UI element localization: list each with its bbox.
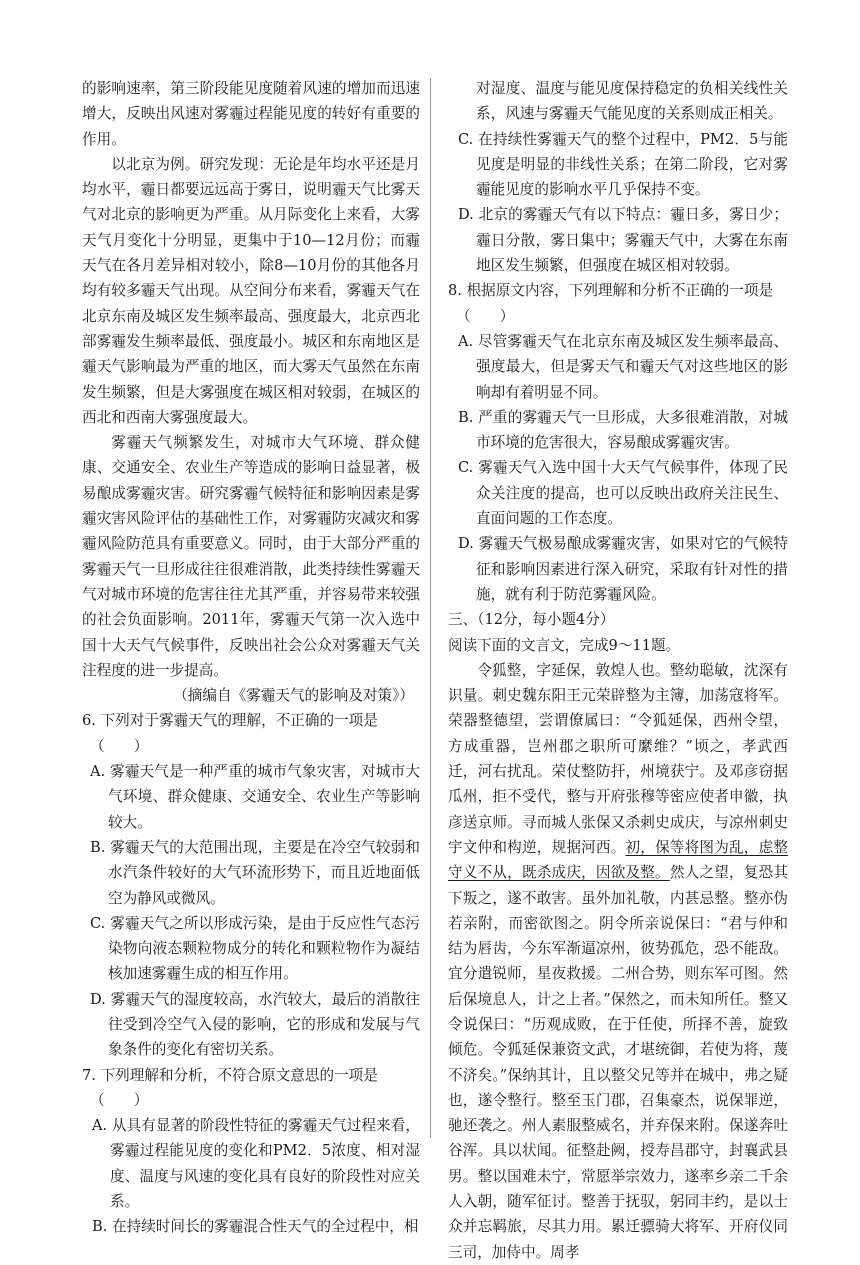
question-8 [448,278,788,607]
question-7-option-b-end: 对湿度、温度与能见度保持稳定的负相关线性关系，风速与雾霾天气能见度的关系则成正相关。 [476,80,788,123]
question-8-option-c: C. 雾霾天气入选中国十大天气气候事件，体现了民众关注度的提高，也可以反映出政府关注民生、直面问题的工作态度。 [458,459,788,528]
column-divider [430,78,431,1138]
question-6-answer-blank: （ ） [90,737,149,755]
question-8-option-b: B. 严重的雾霾天气一旦形成，大多很难消散，对城市环境的危害很大，容易酿成雾霾灾害。 [458,408,788,452]
question-7-option-d: D. 北京的雾霾天气有以下特点：霾日多，雾日少；霾日分散，雾日集中；雾霾天气中，大雾在东南地区发生频繁，但强度在城区相对较弱。 [458,206,788,275]
source-attribution: （摘编自《雾霾天气的影响及对策》） [173,687,414,705]
question-8-option-d: D. 雾霾天气极易酿成雾霾灾害，如果对它的气候特征和影响因素进行深入研究，采取有针对性的措施，就有利于防范雾霾风险。 [458,535,788,603]
question-6-option-c: C. 雾霾天气之所以形成污染，是由于反应性气态污染物向液态颗粒物成分的转化和颗粒物作为凝结核加速雾霾生成的相互作用。 [90,914,420,983]
question-7 [82,1063,420,1240]
question-7-continued [448,76,788,278]
question-7-stem: 7. 下列理解和分析，不符合原文意思的一项是 [82,1066,378,1084]
section-3-heading: 三、（12分，每小题4分） [448,611,615,629]
classical-text-underlined-sentence: 初，保等将图为乱，虑整守义不从，既杀成庆，因欲及整。 [448,838,788,882]
right-column [448,76,788,1265]
classical-chinese-passage [448,658,788,1265]
passage-paragraph-beijing: 以北京为例。研究发现：无论是年均水平还是月均水平，霾日都要远远高于雾日，说明霾天气比雾天气对北京的影响更为严重。从月际变化上来看，大雾天气月变化十分明显，更集中于10—12月份；而霾天气在各月差异相对较小，除8—10月份的其他各月均有较多霾天气出现。从空间分布来看，雾霾天气在北京东南及城区发生频率最高、强度最大，北京西北部雾霾发生频率最低、强度最小。城区和东南地区是霾天气影响最为严重的地区，而大雾天气虽然在东南发生频繁，但是大雾强度在城区相对较弱，在城区的西北和西南大雾强度最大。 [82,155,420,426]
question-7-option-a: A. 从具有显著的阶段性特征的雾霾天气过程来看，雾霾过程能见度的变化和PM2．5浓度、相对湿度、温度与风速的变化具有良好的阶段性对应关系。 [92,1117,420,1211]
passage-paragraph-continuation: 的影响速率，第三阶段能见度随着风速的增加而迅速增大，反映出风速对雾霾过程能见度的转好有重要的作用。 [82,80,420,148]
reading-instruction: 阅读下面的文言文，完成9～11题。 [448,636,681,654]
question-8-answer-blank: （ ） [456,307,515,325]
passage-paragraph-impact: 雾霾天气频繁发生，对城市大气环境、群众健康、交通安全、农业生产等造成的影响日益显著，极易酿成雾霾灾害。研究雾霾气候特征和影响因素是雾霾灾害风险评估的基础性工作，对雾霾防灾减灾和雾霾风险防范具有重要意义。同时，由于大部分严重的雾霾天气一旦形成往往很难消散，此类持续性雾霾天气对城市环境的危害往往尤其严重，并容易带来较强的社会负面影响。2011年，雾霾天气第一次入选中国十大天气气候事件，反映出社会公众对雾霾天气关注程度的进一步提高。 [82,434,420,679]
question-7-answer-blank: （ ） [90,1091,149,1109]
question-6-option-a: A. 雾霾天气是一种严重的城市气象灾害，对城市大气环境、群众健康、交通安全、农业生产等影响较大。 [90,763,420,831]
question-6-stem: 6. 下列对于雾霾天气的理解，不正确的一项是 [82,712,378,730]
question-6-option-d: D. 雾霾天气的湿度较高，水汽较大，最后的消散往往受到冷空气入侵的影响，它的形成和发展与气象条件的变化有密切关系。 [90,990,420,1059]
question-7-option-c: C. 在持续性雾霾天气的整个过程中，PM2．5与能见度是明显的非线性关系；在第二阶段，它对雾霾能见度的影响水平几乎保持不变。 [458,130,788,199]
left-column [82,76,420,1240]
question-6-option-b: B. 雾霾天气的大范围出现，主要是在冷空气较弱和水汽条件较好的大气环流形势下，而且近地面低空为静风或微风。 [90,838,420,907]
question-6 [82,708,420,1062]
question-8-option-a: A. 尽管雾霾天气在北京东南及城区发生频率最高、强度最大，但是雾天气和霾天气对这些地区的影响却有着明显不同。 [458,332,788,401]
question-7-option-b-start: B. 在持续时间长的雾霾混合性天气的全过程中，相 [92,1218,419,1236]
classical-text-part-2: 然人之望，复恐其下叛之，遂不敢害。虽外加礼敬，内甚忌整。整亦伪若亲附，而密欲图之。阴令所亲说保曰：“君与仲和结为唇齿，今东军渐逼凉州，彼势孤危，恐不能敌。宜分遣锐师，星夜救援。二州合势，则东军可图。然后保境息人，计之上者。”保然之，而未知所任。整又令说保曰：“历观成败，在于任使，所择不善，旋致倾危。令狐延保兼资文武，才堪统御，若使为将，蔑不济矣。”保纳其计，且以整父兄等并在城中，弗之疑也，遂令整行。整至玉门郡，召集豪杰，说保罪逆，驰还袭之。州人素服整威名，并弃保来附。保遂奔吐谷浑。具以状闻。征整赴阙，授寿昌郡守，封襄武县男。整以国难未宁，常愿举宗效力，遂率乡亲二千余人入朝，随军征讨。整善于抚驭，躬同丰约，是以士众并忘羁旅，尽其力用。累迁骠骑大将军、开府仪同三司，加侍中。周孝 [448,864,788,1261]
question-8-stem: 8. 根据原文内容，下列理解和分析不正确的一项是 [448,282,774,300]
classical-text-part-1: 令狐整，字延保，敦煌人也。整幼聪敏，沈深有识量。刺史魏东阳王元荣辟整为主簿，加荡寇将军。荣器整德望，尝谓僚属曰：“令狐延保，西州令望，方成重器，岂州郡之职所可縻维？”顷之，孝武西迁，河右扰乱。荣仗整防扞，州境获宁。及邓彦窃据瓜州，拒不受代，整与开府张穆等密应使者申徽，执彦送京师。寻而城人张保又杀刺史成庆，与凉州刺史宇文仲和构逆，规据河西。 [448,661,788,856]
